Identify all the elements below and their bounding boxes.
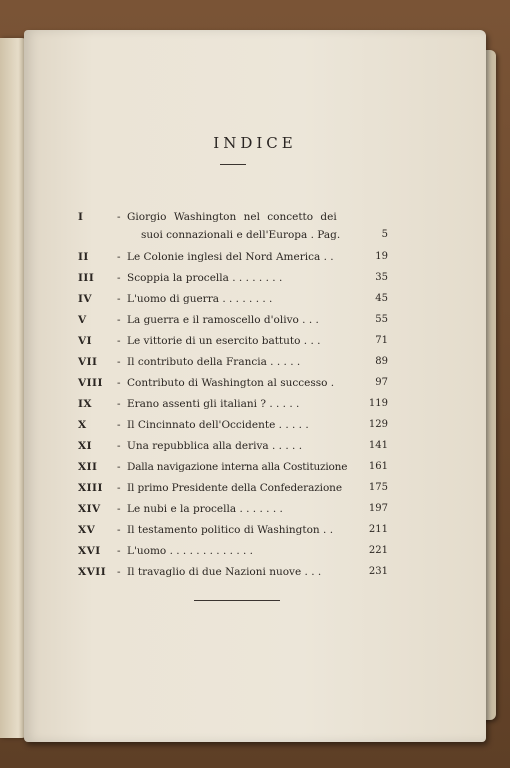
chapter-number: VII	[78, 356, 98, 368]
page-number: 129	[368, 419, 388, 430]
toc-entry	[24, 563, 486, 581]
toc-entry	[24, 353, 486, 371]
leader-dots: . . .	[301, 566, 322, 578]
page-number: 211	[368, 524, 388, 535]
entry-dash: -	[117, 211, 121, 223]
chapter-number: XIII	[78, 482, 103, 494]
chapter-number: V	[78, 314, 87, 326]
chapter-title-text: Il contributo della Francia	[127, 356, 267, 368]
chapter-title	[127, 458, 347, 476]
toc-entry	[24, 521, 486, 539]
chapter-title-text: L'uomo	[127, 545, 167, 557]
entry-dash: -	[117, 335, 121, 347]
leader-dots: . . . . . . .	[236, 503, 283, 515]
toc-entry	[24, 269, 486, 287]
entry-dash: -	[117, 524, 121, 536]
page-number: 141	[368, 440, 388, 451]
chapter-title-text: Il primo Presidente della Confederazione	[127, 482, 342, 494]
toc-entry	[24, 416, 486, 434]
book-page	[24, 30, 486, 742]
chapter-title-text: Dalla navigazione interna alla Costituzione	[127, 461, 348, 473]
chapter-number: X	[78, 419, 87, 431]
entry-dash: -	[117, 398, 121, 410]
chapter-title-text: La guerra e il ramoscello d'olivo	[127, 314, 299, 326]
page-title: INDICE	[213, 134, 297, 152]
entry-dash: -	[117, 482, 121, 494]
chapter-title-text: Contributo di Washington al successo	[127, 377, 328, 389]
chapter-number: XV	[78, 524, 96, 536]
page-number: 119	[368, 398, 388, 409]
page-number: 35	[375, 272, 388, 283]
page-number: 19	[375, 251, 388, 262]
page-number: 71	[375, 335, 388, 346]
entry-dash: -	[117, 356, 121, 368]
entry-dash: -	[117, 251, 121, 263]
chapter-title	[127, 290, 272, 308]
leader-dots: . . . . . . . .	[228, 272, 283, 284]
chapter-number: XVI	[78, 545, 101, 557]
chapter-title-text: Scoppia la procella	[127, 272, 229, 284]
chapter-title: suoi connazionali e dell'Europa . Pag.	[141, 229, 341, 241]
entry-dash: -	[117, 566, 121, 578]
toc-entry	[24, 395, 486, 413]
chapter-title	[127, 395, 299, 413]
page-number: 231	[368, 566, 388, 577]
entry-dash: -	[117, 461, 121, 473]
chapter-title	[127, 542, 253, 560]
page-number: 45	[375, 293, 388, 304]
page-number: 97	[375, 377, 388, 388]
chapter-number: XI	[78, 440, 93, 452]
chapter-title	[127, 374, 334, 392]
chapter-title-text: Le vittorie di un esercito battuto	[127, 335, 301, 347]
chapter-number: IX	[78, 398, 93, 410]
page-number: 175	[368, 482, 388, 493]
leader-dots: . . . . . . . .	[218, 293, 273, 305]
toc-entry	[24, 458, 486, 476]
entry-dash: -	[117, 545, 121, 557]
leader-dots: . . . . .	[268, 440, 303, 452]
page-number: 55	[375, 314, 388, 325]
entry-dash: -	[117, 503, 121, 515]
leader-dots: . .	[320, 251, 334, 263]
entry-dash: -	[117, 419, 121, 431]
chapter-title	[127, 563, 321, 581]
chapter-title	[127, 521, 333, 539]
toc-entry	[24, 374, 486, 392]
leader-dots: . . . . .	[265, 398, 300, 410]
leader-dots: . . .	[300, 335, 321, 347]
toc-entry	[24, 248, 486, 266]
toc-entry	[24, 500, 486, 518]
chapter-title	[127, 248, 334, 266]
leader-dots: . . .	[298, 314, 319, 326]
entry-dash: -	[117, 440, 121, 452]
title-divider	[220, 164, 246, 165]
chapter-title-text: Il Cincinnato dell'Occidente	[127, 419, 276, 431]
chapter-title	[127, 479, 342, 497]
chapter-title-text: Il testamento politico di Washington	[127, 524, 320, 536]
chapter-title	[127, 500, 283, 518]
chapter-number: II	[78, 251, 89, 263]
page-number: 161	[368, 461, 388, 472]
chapter-number: VI	[78, 335, 93, 347]
chapter-number: VIII	[78, 377, 103, 389]
chapter-title-text: Una repubblica alla deriva	[127, 440, 269, 452]
left-page-edge	[0, 38, 26, 738]
entry-dash: -	[117, 377, 121, 389]
page-number: 89	[375, 356, 388, 367]
chapter-title	[127, 332, 321, 350]
chapter-number: I	[78, 211, 84, 223]
leader-dots: . . . . . . . . . . . . .	[166, 545, 254, 557]
closing-divider	[194, 600, 280, 601]
chapter-title-text: Le nubi e la procella	[127, 503, 237, 515]
chapter-number: III	[78, 272, 95, 284]
leader-dots: .	[327, 377, 335, 389]
page-number: 221	[368, 545, 388, 556]
leader-dots: . . . . .	[275, 419, 309, 431]
entry-dash: -	[117, 314, 121, 326]
chapter-number: XII	[78, 461, 98, 473]
toc-entry	[24, 332, 486, 350]
entry-dash: -	[117, 272, 121, 284]
chapter-number: XIV	[78, 503, 101, 515]
chapter-title: Giorgio Washington nel concetto dei	[127, 211, 337, 223]
toc-entry	[24, 208, 486, 226]
chapter-title-text: Le Colonie inglesi del Nord America	[127, 251, 321, 263]
chapter-title	[127, 269, 282, 287]
toc-entry	[24, 290, 486, 308]
toc-entry-continuation	[24, 226, 486, 244]
chapter-number: IV	[78, 293, 93, 305]
chapter-title	[127, 437, 302, 455]
chapter-title	[127, 353, 300, 371]
toc-entry	[24, 479, 486, 497]
leader-dots: . .	[319, 524, 334, 536]
chapter-number: XVII	[78, 566, 107, 578]
toc-entry	[24, 437, 486, 455]
chapter-title-text: Il travaglio di due Nazioni nuove	[127, 566, 302, 578]
chapter-title	[127, 416, 309, 434]
chapter-title	[127, 311, 319, 329]
page-number: 5	[381, 229, 388, 240]
entry-dash: -	[117, 293, 121, 305]
chapter-title-text: Erano assenti gli italiani ?	[127, 398, 266, 410]
chapter-title-text: L'uomo di guerra	[127, 293, 219, 305]
toc-entry	[24, 542, 486, 560]
toc-entry	[24, 311, 486, 329]
page-number: 197	[368, 503, 388, 514]
leader-dots: . . . . .	[266, 356, 301, 368]
